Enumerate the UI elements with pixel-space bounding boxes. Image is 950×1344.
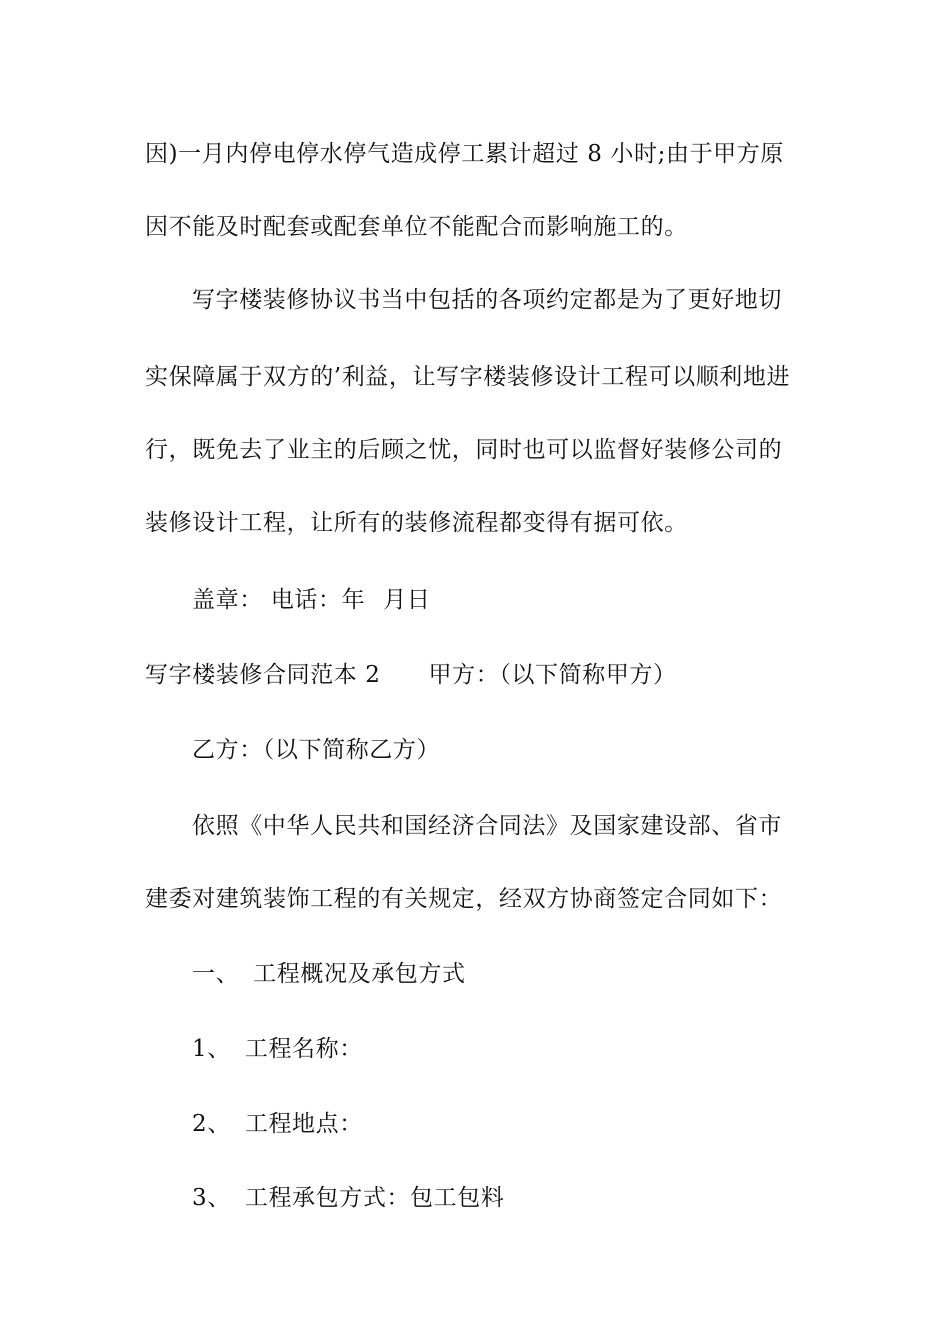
- item-number: 2、: [192, 1111, 231, 1137]
- paragraph-line: 行，既免去了业主的后顾之忧，同时也可以监督好装修公司的: [145, 437, 783, 463]
- section-heading: [192, 959, 815, 989]
- list-item: [192, 1034, 815, 1064]
- stamp-label: 盖章：: [192, 587, 263, 613]
- section-number: 一、: [192, 961, 240, 987]
- paragraph-line: 实保障属于双方的’利益，让写字楼装修设计工程可以顺利地进: [145, 364, 791, 390]
- contract-title-line: [145, 660, 815, 690]
- party-a-label: 甲方：（以下简称甲方）: [428, 662, 677, 688]
- paragraph-line: 建委对建筑装饰工程的有关规定，经双方协商签定合同如下：: [145, 886, 783, 912]
- phone-label: 电话：年: [270, 587, 366, 613]
- list-item: [192, 1183, 815, 1213]
- paragraph-line: 写字楼装修协议书当中包括的各项约定都是为了更好地切: [192, 287, 782, 313]
- paragraph-line: 装修设计工程，让所有的装修流程都变得有据可依。: [145, 510, 688, 536]
- item-number: 1、: [192, 1036, 231, 1062]
- stamp-phone-date-line: [192, 585, 815, 615]
- paragraph-line: 依照《中华人民共和国经济合同法》及国家建设部、省市: [192, 813, 782, 839]
- section-title: 工程概况及承包方式: [253, 961, 466, 987]
- paragraph-line: 因)一月内停电停水停气造成停工累计超过 8 小时;由于甲方原: [145, 141, 784, 167]
- party-b-label: 乙方：（以下简称乙方）: [192, 737, 441, 763]
- item-text: 工程承包方式：包工包料: [244, 1185, 505, 1211]
- list-item: [192, 1109, 815, 1139]
- paragraph-line: 因不能及时配套或配套单位不能配合而影响施工的。: [145, 214, 688, 240]
- item-text: 工程地点：: [244, 1111, 363, 1137]
- contract-title: 写字楼装修合同范本 2: [145, 662, 381, 688]
- date-label: 月日: [383, 587, 431, 613]
- item-number: 3、: [192, 1185, 231, 1211]
- item-text: 工程名称：: [244, 1036, 363, 1062]
